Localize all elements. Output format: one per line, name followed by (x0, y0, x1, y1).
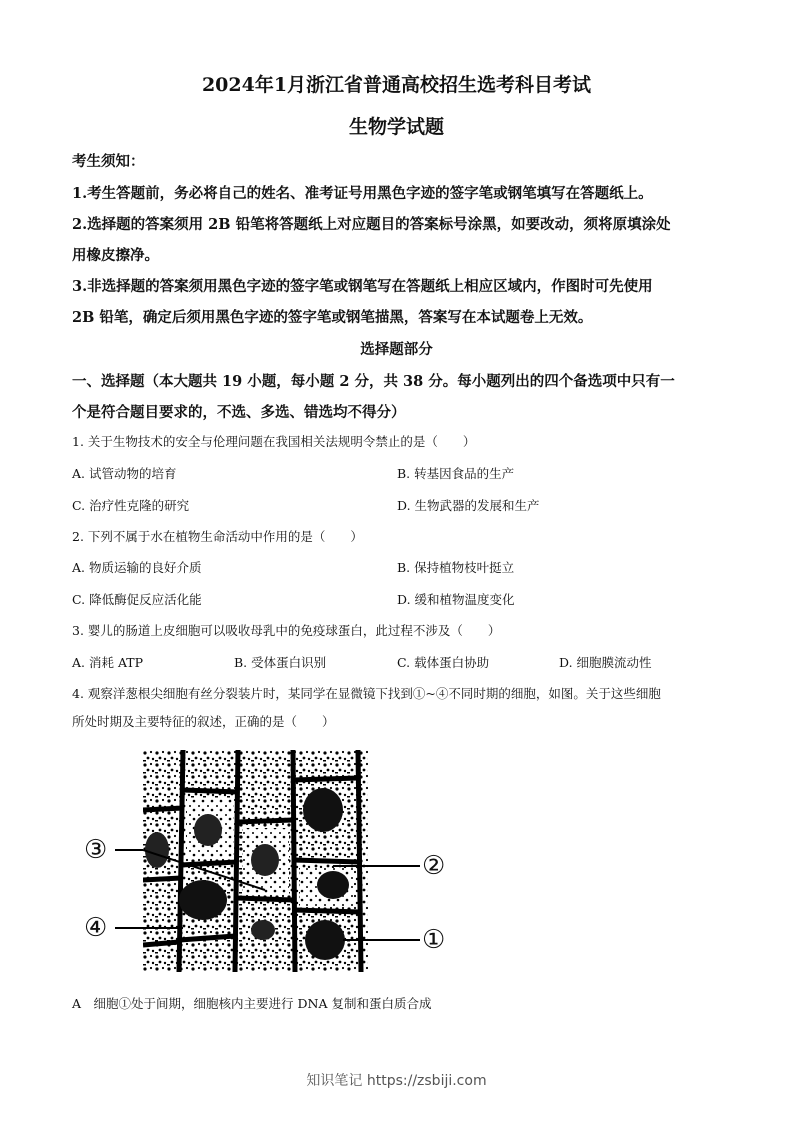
figure-label-2: ② (422, 851, 446, 881)
notice-item-1: 1.考生答题前，务必将自己的姓名、准考证号用黑色字迹的签字笔或钢笔填写在答题纸上。 (72, 185, 653, 202)
footer-watermark: 知识笔记 https://zsbiji.com (306, 1073, 487, 1089)
question-2-option-a: A. 物质运输的良好介质 (72, 560, 202, 575)
leader-line-1 (368, 939, 420, 941)
question-1-stem: 1. 关于生物技术的安全与伦理问题在我国相关法规明令禁止的是（ ） (72, 434, 476, 449)
notice-item-2: 2.选择题的答案须用 2B 铅笔将答题纸上对应题目的答案标号涂黑，如要改动，须将原填涂处 (72, 216, 671, 233)
question-2-option-c: C. 降低酶促反应活化能 (72, 592, 202, 607)
leader-line-2 (368, 865, 420, 867)
question-4-stem-line-1: 4. 观察洋葱根尖细胞有丝分裂装片时，某同学在显微镜下找到①~④不同时期的细胞，如图。关于这些细胞 (72, 686, 661, 701)
section-title: 选择题部分 (360, 341, 433, 358)
notice-heading: 考生须知： (72, 153, 145, 170)
question-4-option-a: A 细胞①处于间期，细胞核内主要进行 DNA 复制和蛋白质合成 (72, 996, 432, 1011)
figure-label-4: ④ (84, 913, 108, 943)
question-3-option-b: B. 受体蛋白识别 (234, 655, 327, 670)
exam-subtitle: 生物学试题 (348, 116, 444, 138)
notice-item-3: 3.非选择题的答案须用黑色字迹的签字笔或钢笔写在答题纸上相应区域内，作图时可先使用 (72, 278, 653, 295)
figure-label-3: ③ (84, 835, 108, 865)
question-2-stem: 2. 下列不属于水在植物生命活动中作用的是（ ） (72, 529, 363, 544)
figure-label-1: ① (422, 925, 446, 955)
onion-root-cells-image (143, 750, 368, 972)
part-intro-line-1: 一、选择题（本大题共 19 小题，每小题 2 分，共 38 分。每小题列出的四个备选项中只有一 (72, 373, 675, 390)
notice-item-3-cont: 2B 铅笔，确定后须用黑色字迹的签字笔或钢笔描黑，答案写在本试题卷上无效。 (72, 309, 593, 326)
question-3-option-c: C. 载体蛋白协助 (397, 655, 490, 670)
micrograph-figure (143, 750, 368, 972)
notice-item-2-cont: 用橡皮擦净。 (72, 247, 159, 264)
question-1-option-b: B. 转基因食品的生产 (397, 466, 515, 481)
question-3-stem: 3. 婴儿的肠道上皮细胞可以吸收母乳中的免疫球蛋白，此过程不涉及（ ） (72, 623, 501, 638)
question-1-option-a: A. 试管动物的培育 (72, 466, 177, 481)
leader-line-4 (115, 927, 143, 929)
question-3-option-a: A. 消耗 ATP (72, 655, 144, 670)
question-1-option-d: D. 生物武器的发展和生产 (397, 498, 540, 513)
exam-title: 2024年1月浙江省普通高校招生选考科目考试 (201, 74, 592, 96)
question-3-option-d: D. 细胞膜流动性 (559, 655, 652, 670)
part-intro-line-2: 个是符合题目要求的，不选、多选、错选均不得分） (72, 404, 406, 421)
leader-line-3 (115, 849, 143, 851)
question-1-option-c: C. 治疗性克隆的研究 (72, 498, 190, 513)
question-2-option-b: B. 保持植物枝叶挺立 (397, 560, 515, 575)
question-4-stem-line-2: 所处时期及主要特征的叙述，正确的是（ ） (72, 714, 335, 729)
question-2-option-d: D. 缓和植物温度变化 (397, 592, 515, 607)
